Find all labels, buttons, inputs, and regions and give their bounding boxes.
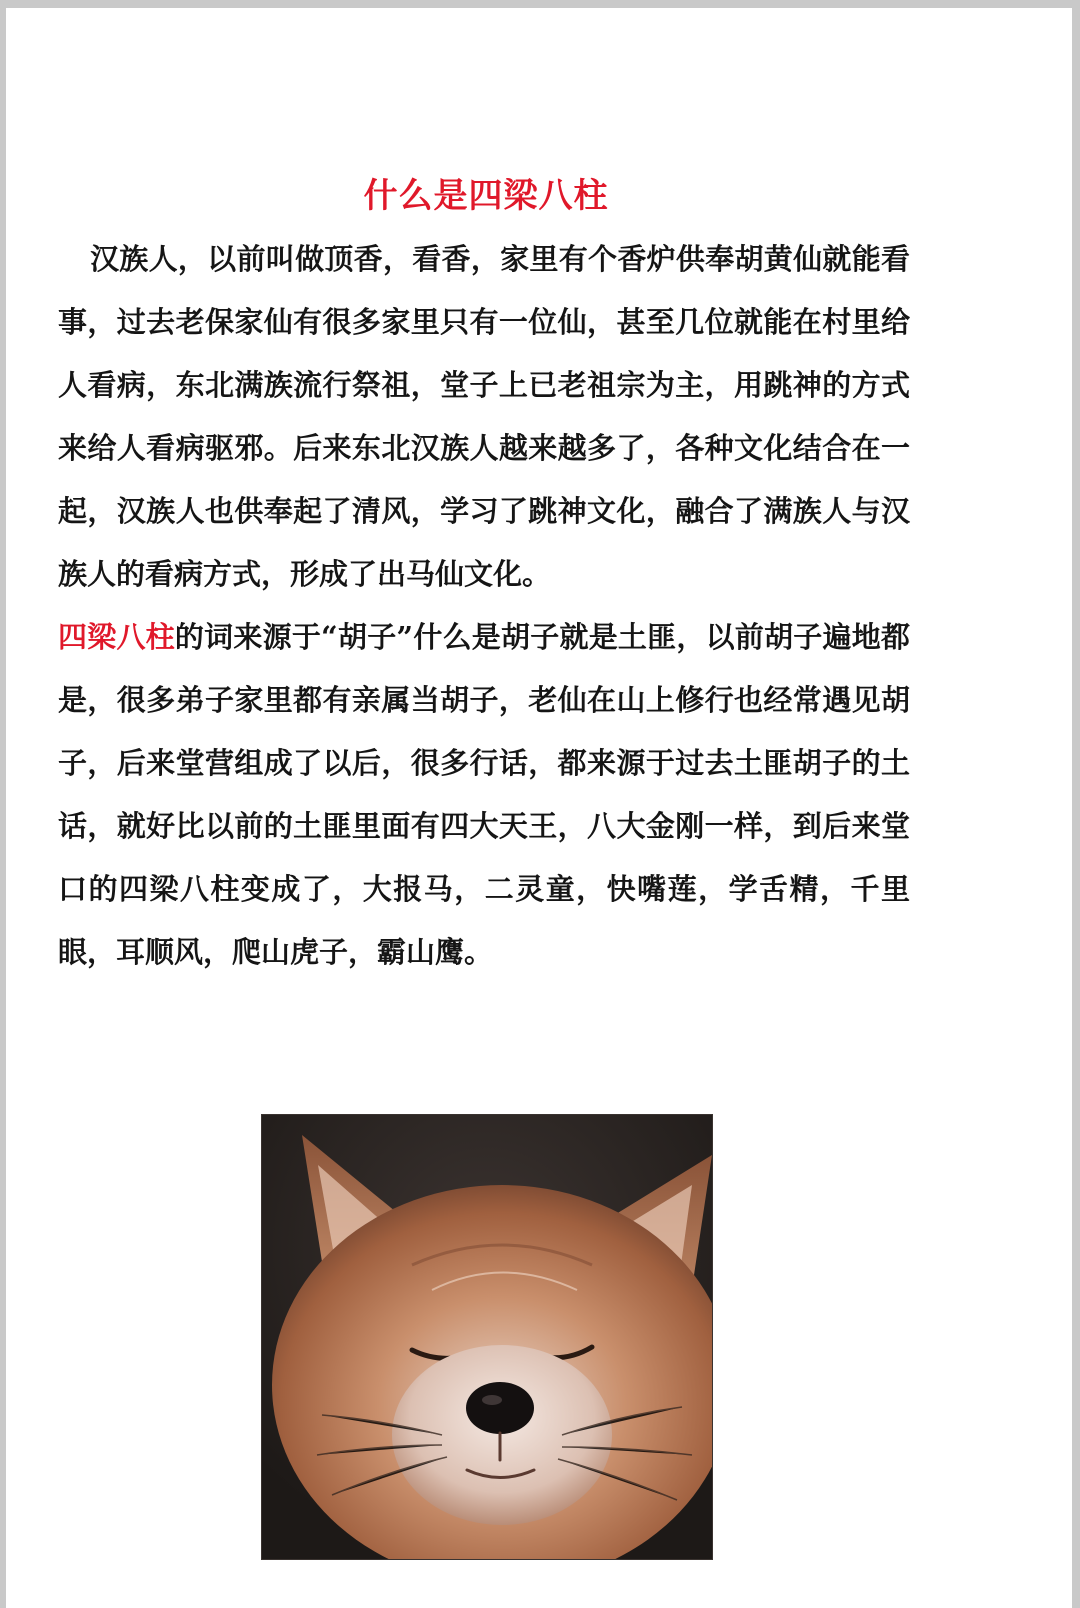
- paragraph-origin-text: 的词来源于“胡子”什么是胡子就是土匪，以前胡子遍地都是，很多弟子家里都有亲属当胡子，老仙在山上修行也经常遇见胡子，后来堂营组成了以后，很多行话，都来源于过去土匪胡子的土话，就好比以前的土匪里面有四大天王，八大金刚一样，到后来堂口的四梁八柱变成了，大报马，二灵童，快嘴莲，学舌精，千里眼，耳顺风，爬山虎子，霸山鹰。: [58, 620, 910, 969]
- fox-photo: [261, 1114, 713, 1560]
- fox-face-illustration: [262, 1115, 712, 1559]
- article-body: [58, 228, 910, 984]
- page-title: 什么是四梁八柱: [363, 176, 609, 216]
- paragraph-origin: [58, 606, 910, 984]
- fox-nose: [466, 1382, 534, 1434]
- fox-muzzle: [392, 1345, 612, 1525]
- document-page: [6, 8, 1072, 1608]
- paragraph-intro: 汉族人，以前叫做顶香，看香，家里有个香炉供奉胡黄仙就能看事，过去老保家仙有很多家里只有一位仙，甚至几位就能在村里给人看病，东北满族流行祭祖，堂子上已老祖宗为主，用跳神的方式来给人看病驱邪。后来东北汉族人越来越多了，各种文化结合在一起，汉族人也供奉起了清风，学习了跳神文化，融合了满族人与汉族人的看病方式，形成了出马仙文化。: [58, 242, 910, 591]
- highlight-term: 四梁八柱: [58, 620, 175, 654]
